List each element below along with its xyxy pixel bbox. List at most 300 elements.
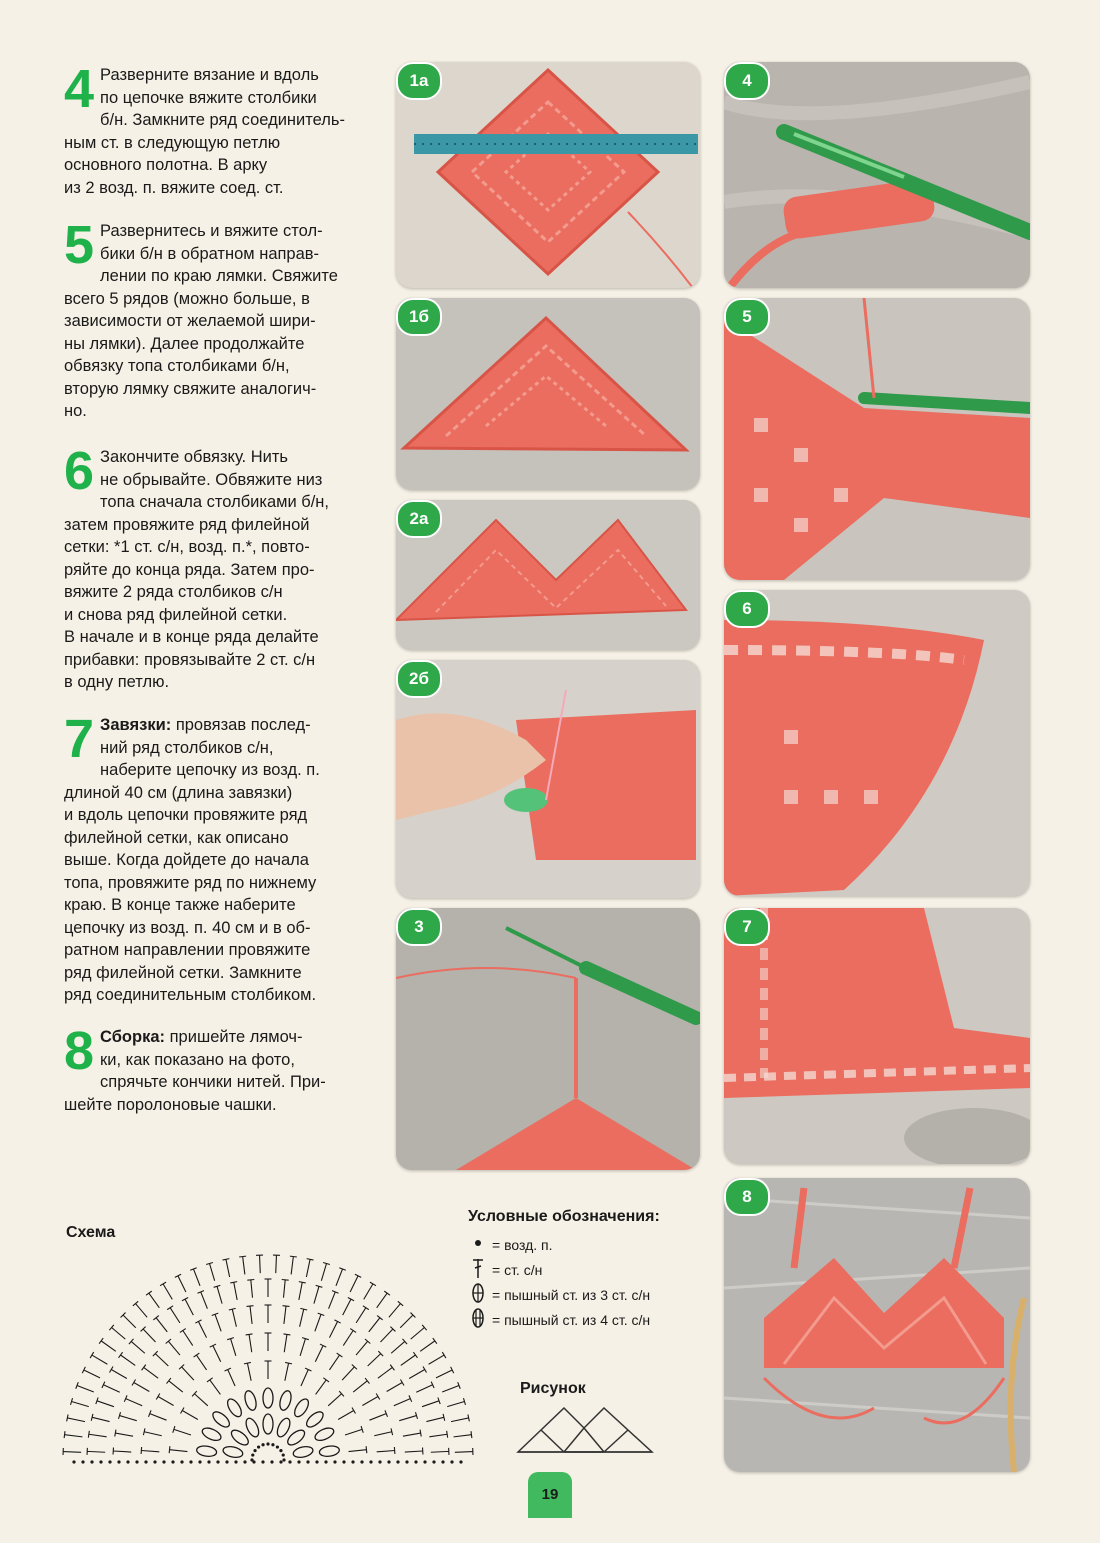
photo-5-image xyxy=(724,298,1030,580)
scheme-dc-stitch xyxy=(84,1370,100,1378)
scheme-dc-stitch xyxy=(380,1329,392,1342)
legend-text: = пышный ст. из 4 ст. с/н xyxy=(492,1311,651,1328)
scheme-puff-stitch xyxy=(210,1409,232,1430)
scheme-dc-stitch xyxy=(87,1451,105,1452)
scheme-dc-stitch xyxy=(377,1451,395,1452)
photo-badge: 6 xyxy=(724,590,770,628)
scheme-dc-stitch xyxy=(194,1394,207,1406)
photo-badge: 3 xyxy=(396,908,442,946)
scheme-chain-dot xyxy=(270,1460,273,1463)
scheme-dc-top xyxy=(337,1353,343,1357)
step-line: и вдоль цепочки провяжите ряд xyxy=(64,806,308,824)
scheme-dc-stitch xyxy=(321,1264,326,1281)
scheme-dc-top xyxy=(400,1379,404,1385)
step-6 xyxy=(64,441,374,694)
scheme-dc-stitch xyxy=(126,1399,143,1406)
legend-text: = пышный ст. из 3 ст. с/н xyxy=(492,1286,651,1303)
scheme-dc-top xyxy=(88,1431,89,1438)
scheme-dc-stitch xyxy=(405,1451,423,1452)
step-line: из 2 возд. п. вяжите соед. ст. xyxy=(64,178,284,197)
scheme-dc-top xyxy=(323,1378,329,1382)
scheme-dc-stitch xyxy=(144,1432,162,1436)
legend xyxy=(468,1208,660,1332)
scheme-dc-stitch xyxy=(163,1284,172,1299)
step-line: Развернитесь и вяжите стол- xyxy=(100,222,323,240)
photo-badge: 4 xyxy=(724,62,770,100)
scheme-dc-top xyxy=(363,1306,369,1310)
scheme-puff-stitch xyxy=(263,1414,273,1434)
step-number: 7 xyxy=(64,709,95,769)
scheme-chain-dot xyxy=(117,1460,120,1463)
step-line: филейной сетки, как описано xyxy=(64,828,289,847)
scheme-chain-dot xyxy=(342,1460,345,1463)
step-line: ны лямки). Далее продолжайте xyxy=(64,334,305,353)
figure-title: Рисунок xyxy=(520,1380,586,1397)
scheme-dc-stitch xyxy=(92,1355,107,1364)
scheme-chain-dot xyxy=(450,1460,453,1463)
scheme-dc-stitch xyxy=(141,1451,159,1452)
scheme-chain-dot xyxy=(266,1442,269,1445)
scheme-dc-stitch xyxy=(156,1318,167,1332)
scheme-dc-top xyxy=(67,1415,68,1422)
step-bold-label: Сборка: xyxy=(100,1028,166,1046)
scheme-dc-stitch xyxy=(422,1401,439,1407)
scheme-title: Схема xyxy=(66,1224,116,1241)
photo-7 xyxy=(724,908,1030,1164)
scheme-dc-stitch xyxy=(89,1434,107,1437)
scheme-dc-stitch xyxy=(260,1255,261,1273)
scheme-dc-stitch xyxy=(276,1255,277,1273)
scheme-dc-stitch xyxy=(394,1399,411,1406)
figure-triangles-diagram xyxy=(514,1406,656,1454)
scheme-dc-stitch xyxy=(343,1330,353,1345)
legend-item xyxy=(468,1282,660,1307)
photo-badge: 1б xyxy=(396,298,442,336)
step-line: Разверните вязание и вдоль xyxy=(100,66,319,84)
step-bold-label: Завязки: xyxy=(100,716,172,734)
scheme-dc-stitch xyxy=(103,1385,119,1392)
scheme-dc-stitch xyxy=(231,1339,236,1356)
scheme-dc-stitch xyxy=(210,1264,215,1281)
scheme-dc-top xyxy=(285,1362,292,1363)
scheme-chain-dot xyxy=(271,1443,274,1446)
scheme-dc-stitch xyxy=(97,1401,114,1407)
scheme-dc-top xyxy=(283,1334,290,1335)
scheme-dc-top xyxy=(239,1256,246,1257)
scheme-dc-top xyxy=(447,1431,448,1438)
scheme-puff-stitch xyxy=(263,1388,273,1408)
scheme-dc-stitch xyxy=(228,1370,235,1386)
scheme-dc-stitch xyxy=(336,1269,343,1286)
step-line: пришейте лямоч- xyxy=(169,1028,303,1046)
scheme-dc-stitch xyxy=(338,1411,354,1420)
scheme-dc-top xyxy=(180,1329,186,1333)
scheme-chain-dot xyxy=(405,1460,408,1463)
step-8 xyxy=(64,1021,376,1116)
scheme-dc-stitch xyxy=(249,1334,252,1352)
scheme-dc-stitch xyxy=(411,1328,425,1340)
scheme-dc-top xyxy=(119,1352,123,1358)
scheme-dc-stitch xyxy=(378,1367,392,1378)
puff-4-icon xyxy=(468,1307,488,1332)
scheme-dc-top xyxy=(99,1338,103,1344)
step-line: ки, как показано на фото, xyxy=(100,1050,295,1069)
scheme-chain-dot xyxy=(279,1460,282,1463)
step-line: в одну петлю. xyxy=(64,673,170,691)
scheme-dc-top xyxy=(156,1393,160,1399)
photo-2b xyxy=(396,660,700,898)
scheme-dc-stitch xyxy=(300,1339,305,1356)
scheme-chain-dot xyxy=(324,1460,327,1463)
step-line: ным ст. в следующую петлю xyxy=(64,133,281,152)
scheme-dc-stitch xyxy=(356,1308,366,1323)
scheme-dc-stitch xyxy=(215,1314,221,1331)
scheme-dc-stitch xyxy=(251,1280,253,1298)
step-line: но. xyxy=(64,402,87,420)
scheme-dc-top xyxy=(90,1352,94,1358)
legend-item xyxy=(468,1257,660,1282)
step-line: топа сначала столбиками б/н, xyxy=(100,493,329,511)
scheme-puff-stitch xyxy=(222,1445,244,1459)
photo-badge: 2а xyxy=(396,500,442,538)
scheme-dc-stitch xyxy=(306,1259,310,1277)
step-line: длиной 40 см (длина завязки) xyxy=(64,783,293,802)
scheme-chain-dot xyxy=(387,1460,390,1463)
scheme-chain-dot xyxy=(360,1460,363,1463)
scheme-dc-top xyxy=(377,1316,383,1320)
photo-1b xyxy=(396,298,700,490)
scheme-chain-dot xyxy=(162,1460,165,1463)
scheme-dc-stitch xyxy=(234,1282,237,1300)
scheme-dc-stitch xyxy=(170,1308,180,1323)
scheme-dc-stitch xyxy=(134,1383,150,1392)
scheme-chain-dot xyxy=(333,1460,336,1463)
scheme-dc-stitch xyxy=(409,1370,425,1379)
scheme-dc-stitch xyxy=(72,1402,89,1407)
scheme-dc-stitch xyxy=(315,1346,323,1362)
scheme-dc-stitch xyxy=(315,1314,321,1331)
step-line: шейте поролоновые чашки. xyxy=(64,1095,277,1114)
scheme-chain-dot xyxy=(99,1460,102,1463)
scheme-dc-stitch xyxy=(201,1292,208,1309)
scheme-puff-stitch xyxy=(225,1397,244,1419)
scheme-dc-stitch xyxy=(400,1315,413,1328)
step-line: б/н. Замкните ряд соединитель- xyxy=(100,111,345,129)
scheme-dc-stitch xyxy=(349,1450,367,1452)
scheme-dc-stitch xyxy=(429,1434,447,1437)
photo-3 xyxy=(396,908,700,1170)
scheme-dc-top xyxy=(423,1366,427,1372)
step-line: спрячьте кончики нитей. При- xyxy=(100,1073,326,1091)
puff-3-icon xyxy=(468,1282,488,1307)
scheme-chain-dot xyxy=(72,1460,75,1463)
scheme-chain-dot xyxy=(135,1460,138,1463)
scheme-chain-dot xyxy=(351,1460,354,1463)
photo-8-image xyxy=(724,1178,1030,1472)
scheme-chain-dot xyxy=(414,1460,417,1463)
photo-5 xyxy=(724,298,1030,580)
scheme-dc-top xyxy=(141,1447,142,1454)
step-line: цепочку из возд. п. 40 см и в об- xyxy=(64,918,311,937)
scheme-dc-top xyxy=(282,1279,289,1280)
legend-text: = возд. п. xyxy=(492,1236,553,1253)
scheme-dc-stitch xyxy=(447,1402,464,1407)
scheme-chain-dot xyxy=(441,1460,444,1463)
scheme-dc-top xyxy=(194,1353,200,1357)
scheme-chain-dot xyxy=(288,1460,291,1463)
scheme-dc-top xyxy=(109,1366,113,1372)
scheme-dc-stitch xyxy=(149,1293,159,1308)
scheme-chain-dot xyxy=(276,1445,279,1448)
scheme-dc-stitch xyxy=(243,1257,245,1275)
photo-6 xyxy=(724,590,1030,896)
step-line: краю. В конце также наберите xyxy=(64,896,296,914)
scheme-dc-top xyxy=(352,1407,356,1413)
legend-title: Условные обозначения: xyxy=(468,1208,660,1225)
scheme-dc-stitch xyxy=(368,1354,381,1366)
scheme-dc-top xyxy=(64,1431,65,1438)
scheme-dc-top xyxy=(167,1306,173,1310)
step-line: наберите цепочку из возд. п. xyxy=(100,761,320,779)
scheme-chain-dot xyxy=(282,1453,285,1456)
step-line: выше. Когда дойдете до начала xyxy=(64,851,309,869)
legend-text: = ст. с/н xyxy=(492,1261,543,1278)
scheme-dc-stitch xyxy=(420,1341,435,1351)
scheme-dc-stitch xyxy=(226,1259,230,1277)
step-line: по цепочке вяжите столбики xyxy=(100,88,317,107)
scheme-dc-top xyxy=(115,1430,116,1437)
scheme-puff-stitch xyxy=(244,1416,262,1438)
scheme-chain-dot xyxy=(369,1460,372,1463)
scheme-dc-top xyxy=(132,1379,136,1385)
scheme-dc-top xyxy=(181,1407,185,1413)
scheme-dc-top xyxy=(366,1446,367,1453)
legend-item xyxy=(468,1307,660,1332)
scheme-chain-dot xyxy=(216,1460,219,1463)
scheme-dc-stitch xyxy=(250,1306,252,1324)
photo-1a-image xyxy=(396,62,700,288)
scheme-dc-stitch xyxy=(353,1381,367,1392)
step-line: ратном направлении провяжите xyxy=(64,941,311,959)
scheme-dc-top xyxy=(391,1428,393,1435)
step-line: топа, провяжите ряд по нижнему xyxy=(64,873,317,892)
photo-4-image xyxy=(724,62,1030,288)
scheme-chain-dot xyxy=(257,1445,260,1448)
scheme-dc-stitch xyxy=(284,1306,286,1324)
scheme-dc-stitch xyxy=(232,1309,236,1327)
scheme-chain-dot xyxy=(251,1453,254,1456)
scheme-dc-stitch xyxy=(314,1286,319,1303)
scheme-dc-top xyxy=(244,1362,251,1363)
scheme-dc-stitch xyxy=(364,1284,373,1299)
step-line: провязав послед- xyxy=(175,716,311,734)
scheme-chain-dot xyxy=(180,1460,183,1463)
scheme-dc-stitch xyxy=(454,1435,472,1437)
scheme-puff-stitch xyxy=(275,1416,293,1438)
scheme-dc-stitch xyxy=(182,1411,198,1420)
photo-badge: 1а xyxy=(396,62,442,100)
scheme-dc-stitch xyxy=(170,1450,188,1452)
scheme-dc-top xyxy=(247,1306,254,1307)
step-line: лении по краю лямки. Свяжите xyxy=(100,267,338,285)
scheme-chain-dot xyxy=(144,1460,147,1463)
scheme-puff-stitch xyxy=(200,1426,222,1443)
photo-7-image xyxy=(724,908,1030,1164)
scheme-dc-stitch xyxy=(67,1418,85,1422)
step-line: основного полотна. В арку xyxy=(64,156,268,174)
scheme-dc-top xyxy=(307,1259,314,1260)
scheme-dc-stitch xyxy=(301,1370,308,1386)
scheme-dc-stitch xyxy=(455,1452,473,1453)
scheme-chain-dot xyxy=(189,1460,192,1463)
scheme-dc-top xyxy=(370,1282,376,1286)
scheme-dc-stitch xyxy=(369,1318,380,1332)
scheme-dc-top xyxy=(207,1378,213,1382)
scheme-dc-stitch xyxy=(77,1385,94,1392)
photo-1b-image xyxy=(396,298,700,490)
scheme-chain-dot xyxy=(153,1460,156,1463)
photo-1a xyxy=(396,62,700,288)
scheme-dc-stitch xyxy=(196,1355,206,1370)
scheme-chain-dot xyxy=(198,1460,201,1463)
photo-badge: 7 xyxy=(724,908,770,946)
scheme-dc-top xyxy=(142,1365,146,1371)
scheme-chain-dot xyxy=(108,1460,111,1463)
scheme-dc-top xyxy=(169,1446,170,1453)
scheme-dc-top xyxy=(384,1291,390,1295)
scheme-dc-stitch xyxy=(328,1394,341,1406)
photo-badge: 5 xyxy=(724,298,770,336)
scheme-puff-stitch xyxy=(319,1445,340,1458)
scheme-dc-stitch xyxy=(247,1363,251,1381)
scheme-dc-stitch xyxy=(123,1315,136,1328)
scheme-dc-top xyxy=(247,1279,254,1280)
crochet-scheme-diagram xyxy=(58,1238,478,1468)
scheme-dc-stitch xyxy=(169,1381,183,1392)
scheme-dc-top xyxy=(153,1316,159,1320)
scheme-dc-stitch xyxy=(345,1429,362,1435)
scheme-dc-top xyxy=(468,1415,469,1422)
scheme-chain-dot xyxy=(282,1458,285,1461)
step-line: сетки: *1 ст. с/н, возд. п.*, повто- xyxy=(64,538,310,556)
scheme-chain-dot xyxy=(279,1449,282,1452)
step-line: Закончите обвязку. Нить xyxy=(100,448,288,466)
scheme-dc-stitch xyxy=(168,1341,180,1355)
scheme-dc-stitch xyxy=(283,1280,285,1298)
scheme-dc-stitch xyxy=(65,1435,83,1437)
scheme-dc-top xyxy=(299,1282,306,1283)
scheme-dc-stitch xyxy=(389,1304,401,1318)
scheme-dc-top xyxy=(420,1430,421,1437)
scheme-puff-stitch xyxy=(196,1445,217,1458)
scheme-dc-stitch xyxy=(182,1367,194,1380)
chain-stitch-icon xyxy=(468,1233,488,1256)
scheme-dc-stitch xyxy=(356,1341,368,1355)
scheme-dc-stitch xyxy=(150,1414,167,1421)
scheme-dc-stitch xyxy=(436,1370,452,1378)
scheme-chain-dot xyxy=(396,1460,399,1463)
scheme-dc-stitch xyxy=(213,1346,221,1362)
scheme-dc-top xyxy=(350,1329,356,1333)
scheme-chain-dot xyxy=(378,1460,381,1463)
scheme-dc-top xyxy=(223,1259,230,1260)
photo-6-image xyxy=(724,590,1030,896)
scheme-dc-top xyxy=(471,1431,472,1438)
scheme-dc-stitch xyxy=(403,1433,421,1436)
scheme-chain-dot xyxy=(297,1460,300,1463)
step-line: всего 5 рядов (можно больше, в xyxy=(64,289,310,308)
scheme-dc-stitch xyxy=(431,1451,449,1452)
scheme-puff-stitch xyxy=(243,1390,258,1412)
step-line: ний ряд столбиков с/н, xyxy=(100,738,274,757)
scheme-chain-dot xyxy=(315,1460,318,1463)
scheme-puff-stitch xyxy=(278,1390,293,1412)
scheme-chain-dot xyxy=(432,1460,435,1463)
scheme-dc-stitch xyxy=(113,1451,131,1452)
scheme-dc-stitch xyxy=(178,1276,186,1292)
step-line: ряд соединительным столбиком. xyxy=(64,986,317,1004)
step-line: вяжите 2 ряда столбиков с/н xyxy=(64,583,283,601)
scheme-chain-dot xyxy=(171,1460,174,1463)
scheme-dc-top xyxy=(290,1256,297,1257)
step-4 xyxy=(64,59,374,199)
scheme-dc-stitch xyxy=(329,1321,337,1337)
scheme-dc-stitch xyxy=(185,1299,193,1315)
scheme-dc-top xyxy=(160,1282,166,1286)
step-line: ряйте до конца ряда. Затем про- xyxy=(64,560,315,579)
scheme-chain-dot xyxy=(81,1460,84,1463)
scheme-dc-stitch xyxy=(115,1433,133,1436)
scheme-chain-dot xyxy=(306,1460,309,1463)
scheme-dc-stitch xyxy=(158,1397,174,1406)
step-number: 8 xyxy=(64,1021,95,1081)
scheme-dc-stitch xyxy=(63,1452,81,1453)
step-number: 6 xyxy=(64,441,95,501)
photo-8 xyxy=(724,1178,1030,1472)
scheme-dc-stitch xyxy=(429,1355,444,1364)
scheme-chain-dot xyxy=(250,1458,253,1461)
photo-3-image xyxy=(396,908,700,1170)
scheme-chain-dot xyxy=(261,1443,264,1446)
scheme-puff-stitch xyxy=(304,1409,326,1430)
scheme-dc-stitch xyxy=(299,1282,302,1300)
scheme-dc-stitch xyxy=(329,1355,339,1370)
scheme-dc-stitch xyxy=(426,1417,443,1421)
scheme-chain-dot xyxy=(225,1460,228,1463)
step-number: 4 xyxy=(64,59,95,119)
scheme-dc-stitch xyxy=(120,1416,137,1421)
page-number: 19 xyxy=(528,1472,572,1518)
scheme-dc-stitch xyxy=(121,1355,136,1365)
photo-badge: 2б xyxy=(396,660,442,698)
scheme-dc-stitch xyxy=(316,1380,327,1395)
scheme-dc-top xyxy=(230,1282,237,1283)
scheme-dc-stitch xyxy=(285,1363,289,1381)
photo-2a xyxy=(396,500,700,650)
scheme-dc-top xyxy=(283,1306,290,1307)
scheme-dc-stitch xyxy=(399,1416,416,1421)
step-line: и снова ряд филейной сетки. xyxy=(64,605,288,624)
scheme-dc-stitch xyxy=(217,1286,222,1303)
scheme-puff-stitch xyxy=(313,1426,335,1443)
scheme-dc-stitch xyxy=(377,1293,387,1308)
step-5 xyxy=(64,215,374,423)
scheme-dc-top xyxy=(413,1352,417,1358)
scheme-dc-stitch xyxy=(451,1418,469,1422)
scheme-dc-stitch xyxy=(342,1367,354,1380)
step-line: зависимости от желаемой шири- xyxy=(64,312,316,330)
step-line: ряд филейной сетки. Замкните xyxy=(64,963,302,982)
